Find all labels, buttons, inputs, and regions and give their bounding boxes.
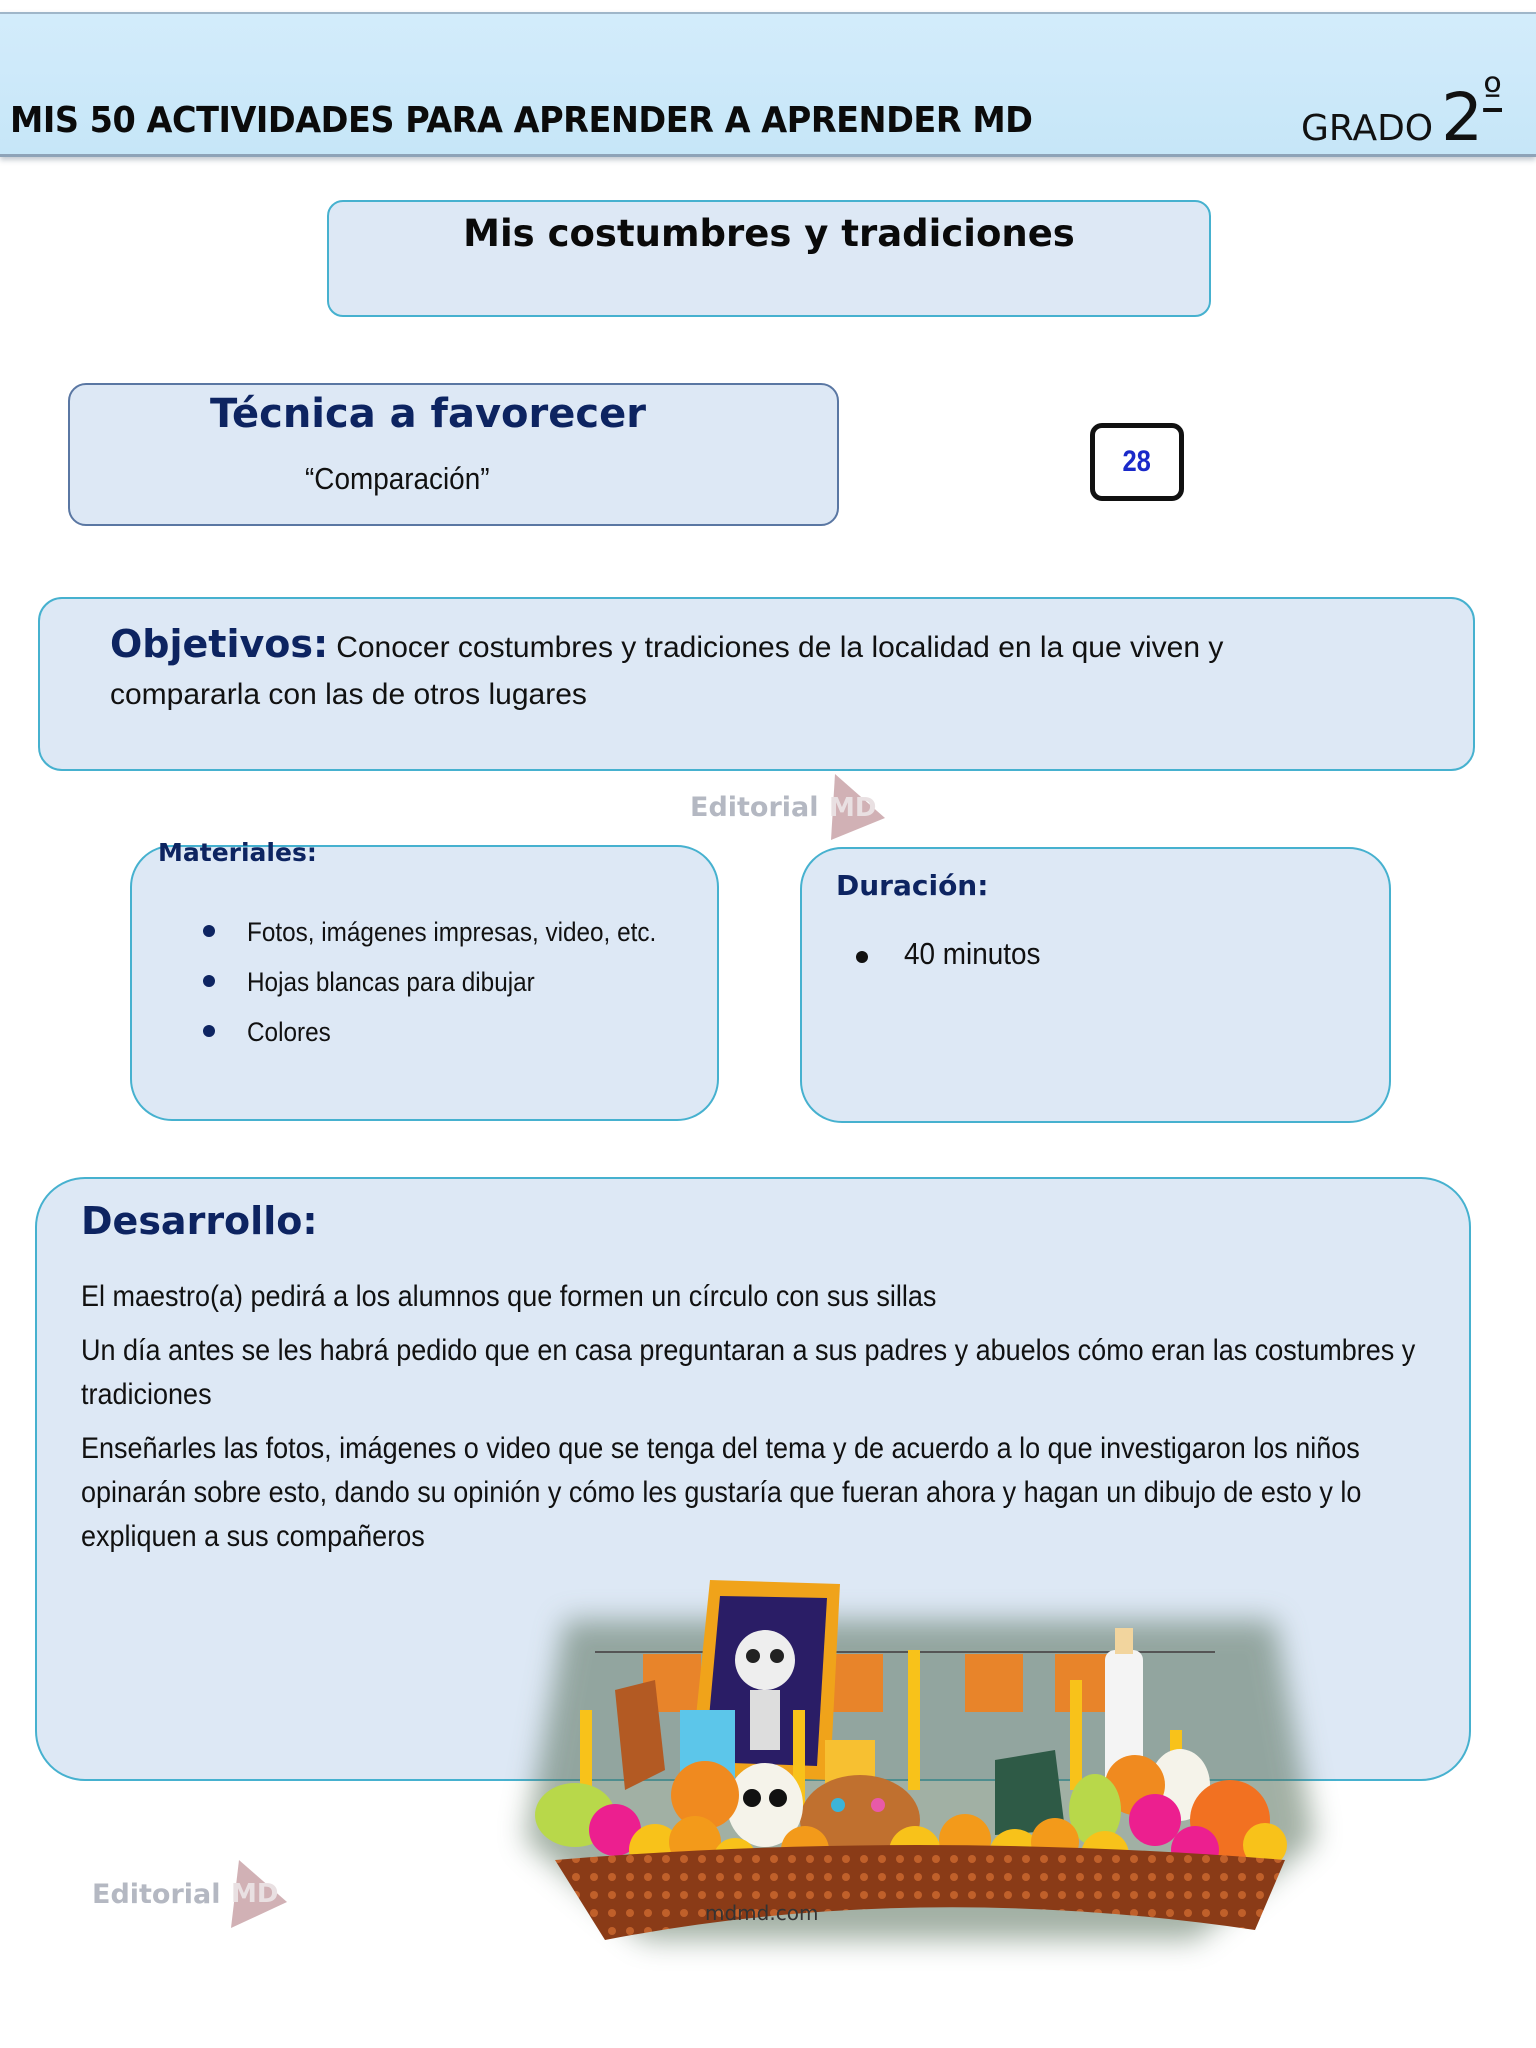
desarrollo-paragraph: Enseñarles las fotos, imágenes o video que se tenga del tema y de acuerdo a lo que investigaron los niños opinarán sobre esto, dando su opinión y cómo les gustaría que fueran ahora y hagan un dibujo de esto y lo expliquen a sus compañeros xyxy=(81,1432,1362,1553)
objetivos-text: Conocer costumbres y tradiciones de la localidad en la que viven y compararla con las de otros lugares xyxy=(110,631,1224,711)
bullet-icon xyxy=(203,1025,215,1037)
duracion-item: 40 minutos xyxy=(856,929,1056,979)
desarrollo-paragraph: Un día antes se les habrá pedido que en casa preguntaran a sus padres y abuelos cómo eran las costumbres y tradiciones xyxy=(81,1334,1416,1411)
duracion-heading: Duración: xyxy=(836,869,989,902)
materiales-item: Fotos, imágenes impresas, video, etc. xyxy=(207,907,702,957)
materiales-list xyxy=(207,907,702,1057)
materiales-item: Colores xyxy=(207,1007,702,1057)
bullet-icon xyxy=(856,951,868,963)
materiales-box xyxy=(130,845,719,1121)
grade-number-value: 2 xyxy=(1441,79,1484,156)
materiales-item: Hojas blancas para dibujar xyxy=(207,957,702,1007)
page-header xyxy=(0,12,1536,157)
objetivos-box xyxy=(38,597,1475,771)
watermark-word: Editorial xyxy=(690,791,819,823)
activity-number: 28 xyxy=(1122,445,1152,478)
tecnica-heading: Técnica a favorecer xyxy=(210,391,646,437)
bullet-icon xyxy=(203,975,215,987)
svg-text:MD: MD xyxy=(828,793,876,823)
bullet-icon xyxy=(203,925,215,937)
activity-title: Mis costumbres y tradiciones xyxy=(463,212,1075,255)
objetivos-label: Objetivos: xyxy=(110,622,329,666)
materiales-heading: Materiales: xyxy=(158,838,317,867)
desarrollo-paragraphs xyxy=(81,1275,1439,1569)
objetivos-content xyxy=(110,621,1253,718)
tecnica-value: “Comparación” xyxy=(305,461,490,496)
grade-indicator xyxy=(1301,70,1502,156)
grade-ordinal: º xyxy=(1483,70,1502,116)
editorial-watermark-bottom xyxy=(92,1858,289,1930)
activity-number-box xyxy=(1090,423,1184,501)
editorial-watermark xyxy=(690,772,887,842)
grade-label: GRADO xyxy=(1301,108,1434,149)
desarrollo-heading: Desarrollo: xyxy=(81,1199,318,1243)
altar-de-muertos-illustration xyxy=(495,1580,1345,2000)
duracion-list xyxy=(856,929,1056,979)
illustration-overlay-text: mdmd.com xyxy=(705,1901,819,1925)
watermark-word: Editorial xyxy=(92,1878,221,1910)
svg-text:MD: MD xyxy=(230,1879,278,1909)
editorial-md-logo-icon xyxy=(825,772,887,842)
book-title: MIS 50 ACTIVIDADES PARA APRENDER A APRENDER MD xyxy=(10,100,1033,141)
duracion-box xyxy=(800,847,1391,1123)
tecnica-box xyxy=(68,383,839,526)
activity-title-box xyxy=(327,200,1211,317)
grade-number xyxy=(1441,70,1502,156)
desarrollo-paragraph: El maestro(a) pedirá a los alumnos que formen un círculo con sus sillas xyxy=(81,1280,937,1313)
editorial-md-logo-icon xyxy=(227,1858,289,1930)
